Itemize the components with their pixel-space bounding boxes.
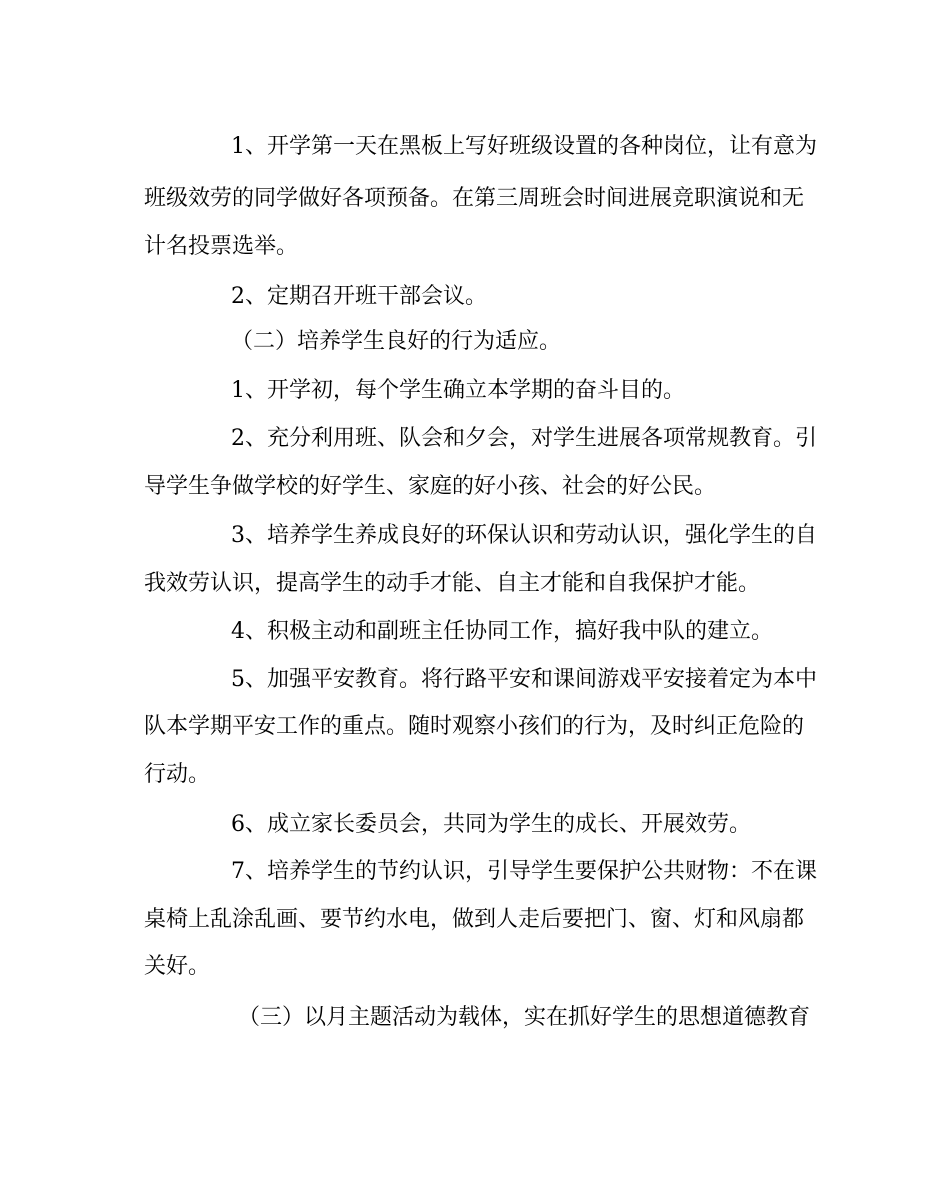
- paragraph-line: 关好。: [144, 954, 211, 979]
- paragraph-line: 4、积极主动和副班主任协同工作，搞好我中队的建立。: [231, 619, 773, 644]
- paragraph-line: 6、成立家长委员会，共同为学生的成长、开展效劳。: [231, 812, 751, 837]
- paragraph-line: 1、开学第一天在黑板上写好班级设置的各种岗位，让有意为: [231, 134, 817, 159]
- paragraph-line: 3、培养学生养成良好的环保认识和劳动认识，强化学生的自: [231, 523, 817, 548]
- paragraph-line: 2、充分利用班、队会和夕会，对学生进展各项常规教育。引: [231, 426, 817, 451]
- paragraph-line: 7、培养学生的节约认识，引导学生要保护公共财物：不在课: [231, 859, 817, 884]
- paragraph-line: 2、定期召开班干部会议。: [231, 284, 487, 309]
- paragraph-line: 行动。: [144, 762, 211, 787]
- section-heading: （二）培养学生良好的行为适应。: [231, 329, 562, 354]
- paragraph-line: 5、加强平安教育。将行路平安和课间游戏平安接着定为本中: [231, 667, 817, 692]
- paragraph-line: 计名投票选举。: [144, 234, 299, 259]
- paragraph-line: 班级效劳的同学做好各项预备。在第三周班会时间进展竞职演说和无: [144, 186, 805, 211]
- paragraph-line: 我效劳认识，提高学生的动手才能、自主才能和自我保护才能。: [144, 571, 761, 596]
- section-heading: （三）以月主题活动为载体，实在抓好学生的思想道德教育: [238, 1005, 811, 1030]
- paragraph-line: 导学生争做学校的好学生、家庭的好小孩、社会的好公民。: [144, 474, 717, 499]
- paragraph-line: 队本学期平安工作的重点。随时观察小孩们的行为，及时纠正危险的: [144, 714, 805, 739]
- paragraph-line: 桌椅上乱涂乱画、要节约水电，做到人走后要把门、窗、灯和风扇都: [144, 907, 805, 932]
- paragraph-line: 1、开学初，每个学生确立本学期的奋斗目的。: [231, 378, 685, 403]
